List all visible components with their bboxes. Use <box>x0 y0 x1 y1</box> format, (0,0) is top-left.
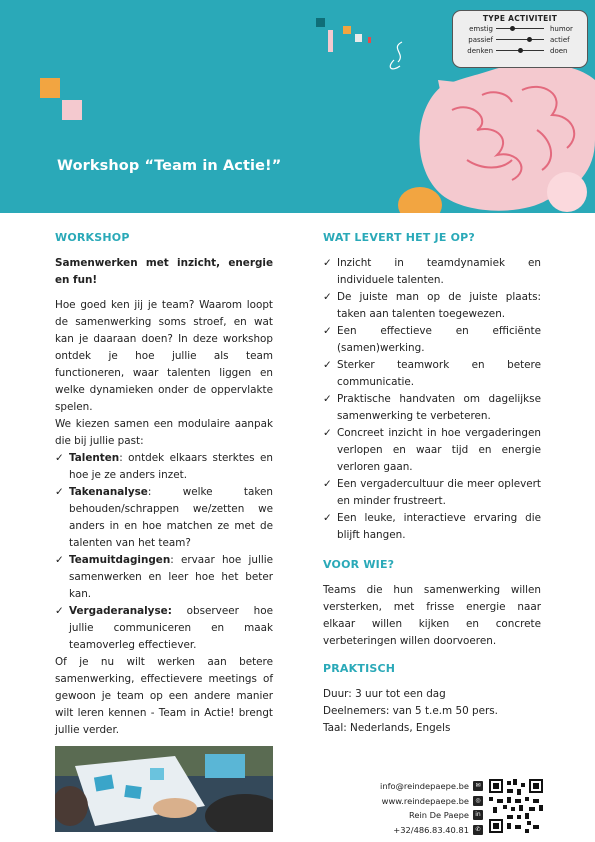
workshop-outro: Of je nu wilt werken aan betere samenwerking, effectievere meetings of gewoon je team op een andere manier wilt leren kennen - Team in Actie! brengt jullie verder. <box>55 656 273 736</box>
contact-block <box>330 779 483 837</box>
qr-code-icon <box>489 779 543 833</box>
module-item <box>55 603 273 654</box>
scale-left-label: denken <box>467 46 493 55</box>
scale-left-label: emstig <box>469 24 493 33</box>
scale-dot <box>510 26 515 31</box>
scale-track <box>496 50 544 51</box>
linkedin-icon: in <box>473 810 483 820</box>
check-icon: ✓ <box>323 257 332 269</box>
benefit-text: Een vergadercultuur die meer oplevert en minder frustreert. <box>337 478 541 507</box>
check-icon: ✓ <box>323 478 332 490</box>
scale-track <box>496 39 544 40</box>
activity-scale-row <box>459 45 581 56</box>
contact-website-row <box>330 794 483 809</box>
decor-square-teal <box>316 18 325 27</box>
module-text: : ervaar hoe jullie samenwerken en leer hoe het beter kan. <box>69 554 273 600</box>
module-text: : welke taken behouden/schrappen we/zetten we anders in en hoe matchen ze met de talenten van het team? <box>69 486 273 549</box>
decor-square-light <box>355 34 362 42</box>
check-icon: ✓ <box>55 486 64 498</box>
benefit-text: Inzicht in teamdynamiek en individuele talenten. <box>337 257 541 286</box>
workshop-intro: Hoe goed ken jij je team? Waarom loopt de samenwerking soms stroef, en wat kan je daaraan doen? In deze workshop ontdek je hoe jullie als team functioneren, waar talenten liggen en welke dynamieken onder de oppervlakte spelen. <box>55 299 273 413</box>
email-icon: ✉ <box>473 781 483 791</box>
globe-icon: ◎ <box>473 796 483 806</box>
contact-website[interactable]: www.reindepaepe.be <box>381 795 469 806</box>
benefit-text: Sterker teamwork en betere communicatie. <box>337 359 541 388</box>
check-icon: ✓ <box>323 512 332 524</box>
workshop-heading: WORKSHOP <box>55 231 130 244</box>
benefit-text: Een effectieve en efficiënte (samen)werking. <box>337 325 541 354</box>
module-text: : ontdek elkaars sterktes en hoe je ze anders inzet. <box>69 452 273 481</box>
audience-text: Teams die hun samenwerking willen versterken, met frisse energie naar elkaar willen kijken en concrete verbeteringen willen doorvoeren. <box>323 584 541 647</box>
scale-track <box>496 28 544 29</box>
activity-scale-row <box>459 23 581 34</box>
practical-heading: PRAKTISCH <box>323 662 396 675</box>
practical-language: Taal: Nederlands, Engels <box>323 722 451 734</box>
scale-dot <box>518 48 523 53</box>
workshop-modular: We kiezen samen een modulaire aanpak die bij jullie past: <box>55 418 273 447</box>
workshop-lead: Samenwerken met inzicht, energie en fun! <box>55 257 273 286</box>
benefit-text: Concreet inzicht in hoe vergaderingen verlopen en waar tijd en energie verloren gaan. <box>337 427 541 473</box>
benefit-item <box>323 289 541 323</box>
check-icon: ✓ <box>323 291 332 303</box>
hero-title: Workshop “Team in Actie!” <box>57 158 282 174</box>
benefits-list <box>323 255 541 544</box>
right-column <box>323 220 541 737</box>
benefit-item <box>323 391 541 425</box>
benefit-item <box>323 255 541 289</box>
decor-square-orange-small <box>343 26 351 34</box>
left-column <box>55 220 273 739</box>
module-term: Vergaderanalyse: <box>69 605 172 617</box>
benefit-text: Een leuke, interactieve ervaring die blijft hangen. <box>337 512 541 541</box>
scale-right-label: actief <box>550 35 570 44</box>
benefit-text: De juiste man op de juiste plaats: taken aan talenten toegewezen. <box>337 291 541 320</box>
benefits-heading: WAT LEVERT HET JE OP? <box>323 231 475 244</box>
audience-heading: VOOR WIE? <box>323 558 395 571</box>
team-workshop-photo <box>55 746 273 832</box>
scale-left-label: passief <box>468 35 493 44</box>
benefit-item <box>323 510 541 544</box>
module-term: Teamuitdagingen <box>69 554 171 566</box>
module-text: observeer hoe jullie communiceren en maak teamoverleg effectiever. <box>69 605 273 651</box>
module-item <box>55 450 273 484</box>
benefit-item <box>323 425 541 476</box>
contact-phone-row <box>330 823 483 838</box>
check-icon: ✓ <box>323 325 332 337</box>
scale-right-label: doen <box>550 46 568 55</box>
activity-scale-row <box>459 34 581 45</box>
contact-email-row <box>330 779 483 794</box>
check-icon: ✓ <box>323 359 332 371</box>
check-icon: ✓ <box>323 427 332 439</box>
module-item <box>55 552 273 603</box>
module-term: Takenanalyse <box>69 486 148 498</box>
decor-square-pink-tall <box>328 30 333 52</box>
benefit-item <box>323 476 541 510</box>
module-term: Talenten <box>69 452 120 464</box>
check-icon: ✓ <box>55 554 64 566</box>
benefit-item <box>323 323 541 357</box>
activity-type-title: TYPE ACTIVITEIT <box>482 14 558 23</box>
benefit-item <box>323 357 541 391</box>
check-icon: ✓ <box>55 452 64 464</box>
contact-phone[interactable]: +32/486.83.40.81 <box>393 824 469 835</box>
decor-square-pink <box>62 100 82 120</box>
decor-square-orange <box>40 78 60 98</box>
decor-square-red <box>368 37 371 43</box>
scale-right-label: humor <box>550 24 573 33</box>
contact-email[interactable]: info@reindepaepe.be <box>380 781 469 791</box>
activity-type-box <box>452 10 588 68</box>
phone-icon: ✆ <box>473 825 483 835</box>
contact-name-row <box>330 808 483 823</box>
check-icon: ✓ <box>55 605 64 617</box>
contact-name: Rein De Paepe <box>408 810 469 820</box>
check-icon: ✓ <box>323 393 332 405</box>
module-item <box>55 484 273 552</box>
benefit-text: Praktische handvaten om dagelijkse samenwerking te verbeteren. <box>337 393 541 422</box>
module-list <box>55 450 273 654</box>
practical-duration: Duur: 3 uur tot een dag <box>323 688 446 700</box>
practical-participants: Deelnemers: van 5 t.e.m 50 pers. <box>323 705 498 717</box>
scale-dot <box>527 37 532 42</box>
